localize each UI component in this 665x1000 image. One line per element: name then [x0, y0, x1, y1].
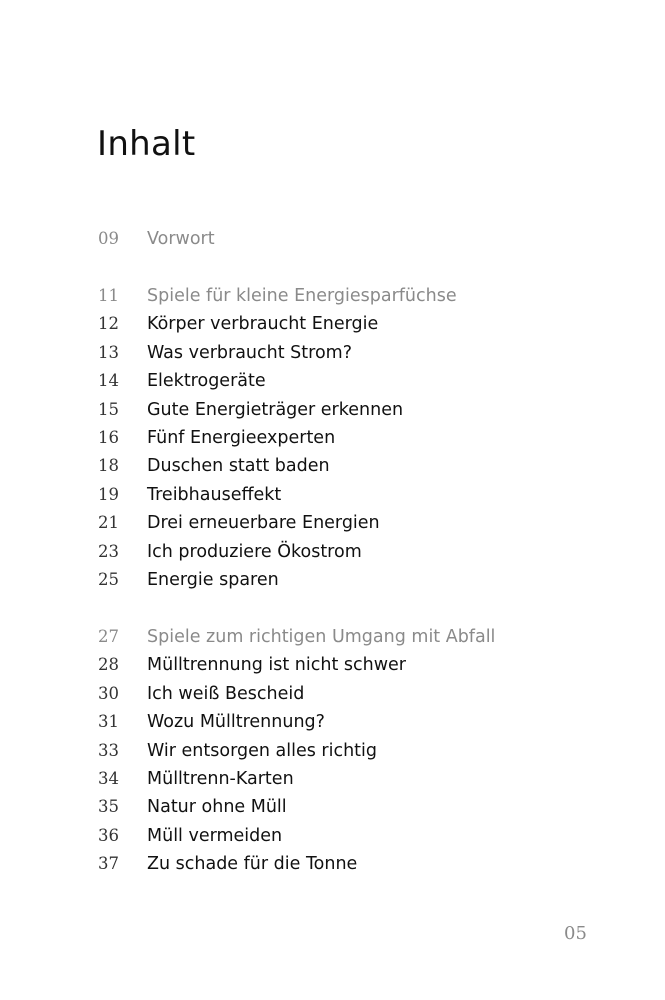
toc-label: Spiele für kleine Energiesparfüchse: [147, 286, 457, 306]
toc-entry: [0, 340, 665, 366]
toc-page-number: 35: [98, 797, 119, 817]
toc-entry: [0, 709, 665, 735]
toc-entry: [0, 567, 665, 593]
toc-label: Ich produziere Ökostrom: [147, 541, 362, 562]
toc-section-heading: [0, 624, 665, 650]
toc-page-number: 23: [98, 541, 119, 561]
toc-page-number: 36: [98, 825, 119, 845]
toc-label: Drei erneuerbare Energien: [147, 513, 380, 534]
toc-entry: [0, 539, 665, 565]
toc-page-number: 15: [98, 399, 119, 419]
toc-label: Mülltrennung ist nicht schwer: [147, 655, 406, 676]
toc-label: Ich weiß Bescheid: [147, 683, 305, 704]
toc-page-number: 37: [98, 854, 119, 874]
toc-entry: [0, 425, 665, 451]
toc-entry: [0, 823, 665, 849]
toc-page-number: 34: [98, 769, 119, 788]
toc-page-number: 12: [98, 314, 119, 334]
toc-label: Elektrogeräte: [147, 371, 266, 392]
toc-entry: [0, 794, 665, 820]
toc-section-heading: [0, 283, 665, 309]
page-number: 05: [564, 923, 587, 944]
toc-label: Was verbraucht Strom?: [147, 342, 352, 363]
toc-label: Zu schade für die Tonne: [147, 854, 358, 875]
page-title: Inhalt: [97, 124, 196, 164]
toc-page-number: 19: [98, 484, 119, 504]
toc-page-number: 27: [98, 627, 119, 646]
toc-label: Treibhauseffekt: [147, 484, 282, 505]
toc-page-number: 21: [98, 513, 119, 533]
toc-label: Mülltrenn-Karten: [147, 769, 294, 789]
toc-label: Spiele zum richtigen Umgang mit Abfall: [147, 627, 496, 647]
toc-entry: [0, 766, 665, 792]
toc-entry: [0, 681, 665, 707]
toc-page-number: 09: [98, 229, 119, 248]
toc-label: Wozu Mülltrennung?: [147, 712, 325, 733]
toc-label: Fünf Energieexperten: [147, 428, 336, 448]
toc-label: Energie sparen: [147, 570, 279, 590]
toc-page-number: 28: [98, 655, 119, 675]
toc-entry: [0, 482, 665, 508]
toc-entry: [0, 851, 665, 877]
toc-page-number: 13: [98, 342, 119, 362]
toc-label: Körper verbraucht Energie: [147, 314, 379, 335]
toc-entry: [0, 453, 665, 479]
toc-entry: [0, 738, 665, 764]
toc-page-number: 14: [98, 371, 119, 391]
toc-section-heading: [0, 226, 665, 252]
toc-label: Müll vermeiden: [147, 825, 283, 846]
toc-page-number: 33: [98, 740, 119, 760]
toc-label: Wir entsorgen alles richtig: [147, 740, 377, 761]
toc-label: Vorwort: [147, 229, 215, 249]
toc-entry: [0, 510, 665, 536]
toc-page-number: 30: [98, 683, 119, 703]
toc-entry: [0, 652, 665, 678]
toc-entry: [0, 368, 665, 394]
toc-label: Duschen statt baden: [147, 456, 330, 477]
toc-page-number: 25: [98, 570, 119, 589]
toc-entry: [0, 397, 665, 423]
toc-page-number: 18: [98, 456, 119, 476]
toc-entry: [0, 311, 665, 337]
toc-page-number: 16: [98, 428, 119, 447]
toc-page-number: 11: [98, 286, 119, 305]
toc-page-number: 31: [98, 712, 119, 732]
toc-label: Natur ohne Müll: [147, 797, 287, 818]
toc-label: Gute Energieträger erkennen: [147, 399, 404, 420]
